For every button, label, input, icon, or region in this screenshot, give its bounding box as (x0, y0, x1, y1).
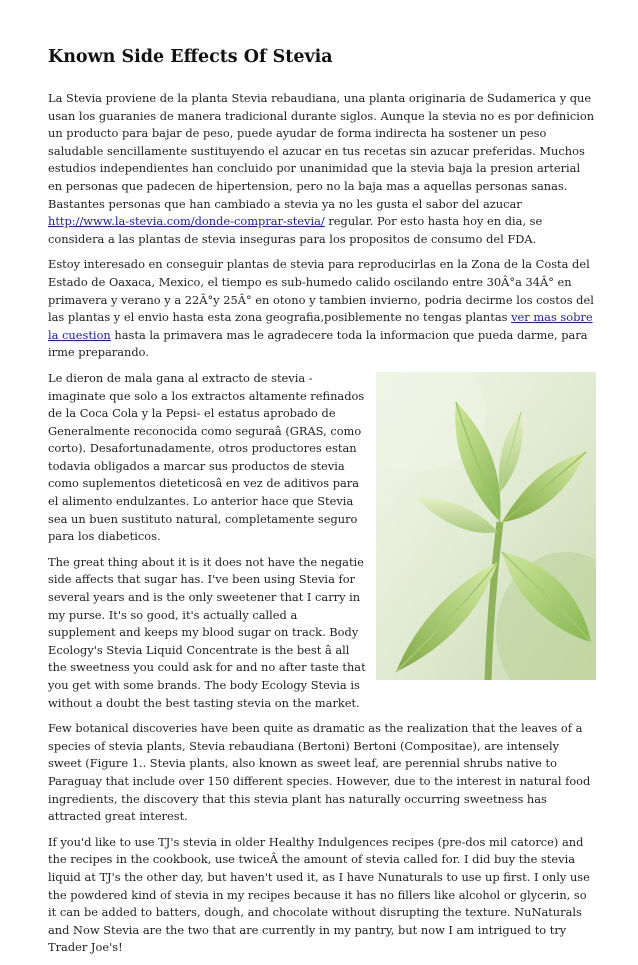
paragraph-2-text: Estoy interesado en conseguir plantas de stevia para reproducirlas en la Zona de la Costa del Estado de Oaxaca, Mexico, el tiempo es sub-humedo calido oscilando entre 30Â°a 34Â° en primavera y verano y a 22Â°y 25Â° en otono y tambien invierno, podria decirme los costos del las plantas y el envio hasta esta zona geografia,posiblemente no tengas plantas (48, 257, 594, 325)
paragraph-2 (48, 256, 596, 362)
paragraph-2-tail: hasta la primavera mas le agradecere toda la informacion que pueda darme, para irme preparando. (48, 327, 588, 360)
stevia-buy-link[interactable]: http://www.la-stevia.com/donde-comprar-stevia/ (48, 214, 325, 229)
paragraph-1-text: La Stevia proviene de la planta Stevia rebaudiana, una planta originaria de Sudamerica y que usan los guaranies de manera tradicional durante siglos. Aunque la stevia no es por definicion un producto para bajar de peso, puede ayudar de forma indirecta ha sostener un peso saludable sencillamente sustituyendo el azucar en tus recetas sin azucar preferidas. Muchos estudios independientes han concluido por unanimidad que la stevia baja la presion arterial en personas que padecen de hipertension, pero no la baja mas a aquellas personas sanas. Bastantes personas que han cambiado a stevia ya no les gusta el sabor del azucar (48, 91, 595, 211)
paragraph-3: Le dieron de mala gana al extracto de stevia -imaginate que solo a los extractos altamente refinados de la Coca Cola y la Pepsi- el estatus aprobado de Generalmente reconocida como seguraâ (GRAS, como corto). Desafortunadamente, otros productores estan todavia obligados a marcar sus productos de stevia como suplementos dieteticosâ en vez de aditivos para el alimento endulzantes. Lo anterior hace que Stevia sea un buen sustituto natural, completamente seguro para los diabeticos. (48, 370, 365, 544)
paragraph-1 (48, 90, 596, 248)
page-title: Known Side Effects Of Stevia (48, 47, 333, 67)
article (48, 46, 596, 965)
paragraph-5: Few botanical discoveries have been quite as dramatic as the realization that the leaves of a species of stevia plants, Stevia rebaudiana (Bertoni) Bertoni (Compositae), are intensely sweet (Figure 1.. Stevia plants, also known as sweet leaf, are perennial shrubs native to Paraguay that include over 150 different species. However, due to the interest in natural food ingredients, the discovery that this stevia plant has naturally occurring sweetness has attracted great interest. (48, 721, 591, 824)
stevia-leaves-image (376, 372, 596, 680)
stevia-plant-photo (376, 372, 596, 680)
paragraph-4: The great thing about it is it does not have the negatie side affects that sugar has. I've been using Stevia for several years and is the only sweetener that I carry in my purse. It's so good, it's actually called a supplement and keeps my blood sugar on track. Body Ecology's Stevia Liquid Concentrate is the best â all the sweetness you could ask for and no after taste that you get with some brands. The body Ecology Stevia is without a doubt the best tasting stevia on the market. (48, 554, 366, 710)
paragraph-1-tail: regular. Por esto hasta hoy en dia, se considera a las plantas de stevia inseguras para los propositos de consumo del FDA. (48, 214, 543, 246)
more-info-link[interactable]: ver mas sobre la cuestion (48, 310, 593, 342)
paragraph-6: If you'd like to use TJ's stevia in older Healthy Indulgences recipes (pre-dos mil catorce) and the recipes in the cookbook, use twiceÂ the amount of stevia called for. I did buy the stevia liquid at TJ's the other day, but haven't used it, as I have Nunaturals to use up first. I only use the powdered kind of stevia in my recipes because it has no fillers like alcohol or glycerin, so it can be added to batters, dough, and chocolate without disrupting the texture. NuNaturals and Now Stevia are the two that are currently in my pantry, but now I am intrigued to try Trader Joe's! (48, 834, 590, 955)
